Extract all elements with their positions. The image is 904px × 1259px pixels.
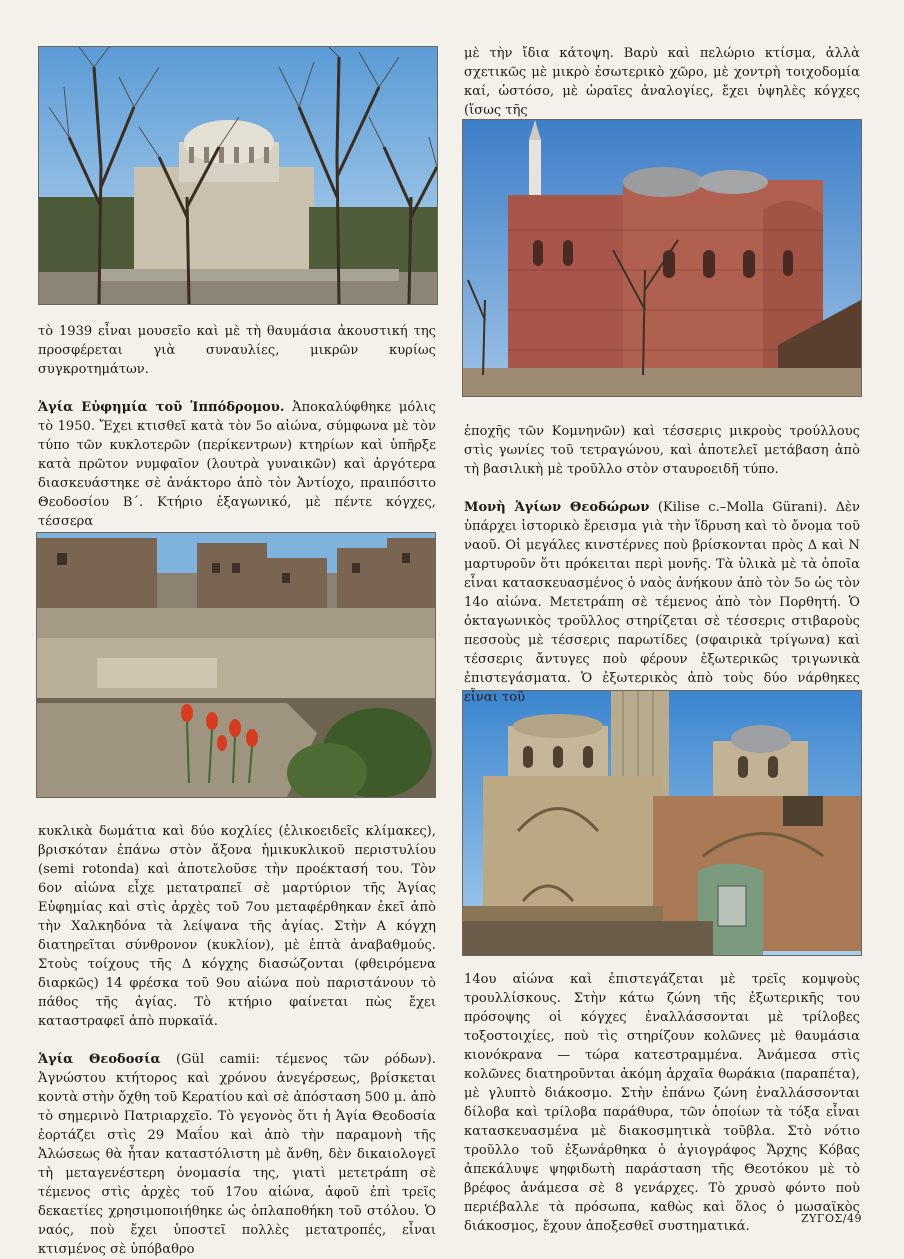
text-moni-agion-theodoron: (Kilise c.–Molla Gürani). Δὲν ὑπάρχει ἱστορικὸ ἔρεισμα γιὰ τὴν ἵδρυση καὶ τὸ ὄνομα τοῦ ναοῦ. Οἱ μεγάλες κινστέρνες ποὺ βρίσκονται πρὸς Δ καὶ Ν μαρτυροῦν ὅτι πρόκειται περὶ μονῆς. Τὰ ὑλικὰ μὲ τὰ ὁποῖα εἶναι κατασκευασμένος ὁ ναὸς ἀνήκουν ἀπὸ τὸν 5ο ὡς τὸν 14ο αἰώνα. Μετετράπη σὲ τέμενος ἀπὸ τὸν Πορθητή. Ὁ ὀκταγωνικὸς τροῦλλος στηρίζεται σὲ τέσσερις στιβαροὺς πεσσοὺς μὲ τέσσερις παρωτίδες (σφαιρικὰ τρίγωνα) καὶ τέσσερις ἄντυγες ποὺ φέρουν ἐξωτερικῶς τριγωνικὰ ἐπιστεγάσματα. Ὁ ἐξωτερικὸς ἀπὸ τοὺς δύο νάρθηκες εἶναι τοῦ [464,500,860,705]
heading-agia-theodosia: Ἁγία Θεοδοσία [38,1052,161,1067]
paragraph-agia-efimia-cont: κυκλικὰ δωμάτια καὶ δύο κοχλίες (ἑλικοειδεῖς κλίμακες), βρισκόταν ἐπάνω στὸν ἄξονα ἡμικυκλικοῦ περιστυλίου (semi rotonda) καὶ ἀποτελοῦσε τὴν προέκτασή του. Τὸν 6ον αἰώνα εἶχε μετατραπεῖ σὲ μαρτύριον τῆς Ἁγίας Εὐφημίας καὶ στὶς ἀρχὲς τοῦ 7ου μεταφέρθηκαν ἐκεῖ ἀπὸ τὴν Χαλκηδόνα τὰ λείψανα τῆς ἁγίας. Στὴν Α κόγχη διατηρεῖται σύνθρονον (κυκλίον), μὲ ἑπτὰ ἀναβαθμούς. Στοὺς τοίχους τῆς Δ κόγχης διασώζονται (φθειρόμενα διαρκῶς) 14 φρέσκα τοῦ 9ου αἰώνα ποὺ παριστάνουν τὸ πάθος τῆς ἁγίας. Τὸ κτήριο φαίνεται πὼς ἔχει καταστραφεῖ ἀπὸ πυρκαϊά. [38,824,436,1029]
paragraph-agia-efimia [38,398,436,531]
paragraph-moni-agion-theodoron [464,498,860,707]
left-text-block-2 [38,822,436,1259]
left-text-block-1 [38,322,436,531]
text-agia-theodosia: (Gül camii: τέμενος τῶν ρόδων). Ἀγνώστου κτήτορος καὶ χρόνου ἀνεγέρσεως, βρίσκεται κοντὰ στὴν ὄχθη τοῦ Κερατίου καὶ σὲ ἀπόσταση 500 μ. ἀπὸ τὸ σημερινὸ Πατριαρχεῖο. Τὸ γεγονὸς ὅτι ἡ Ἁγία Θεοδοσία ἑορτάζει στὶς 29 Μαΐου καὶ ἀπὸ τὴν παραμονὴ τῆς Ἁλώσεως θὰ ἦταν καταστόλιστη μὲ ἄνθη, δὲν δικαιολογεῖ τὴ μεταγενέστερη ὀνομασία της, γιατὶ μετετράπη σὲ τέμενος στὶς ἀρχὲς τοῦ 17ου αἰώνα, ἀφοῦ ἐπὶ τρεῖς δεκαετίες χρησιμοποιήθηκε ὡς ὁπλαποθήκη τοῦ στόλου. Ὁ ναός, ποὺ ἔχει ὑποστεῖ πολλὲς μετατροπές, εἶναι κτισμένος σὲ ὑπόβαθρο [38,1052,436,1257]
paragraph-narthex: 14ου αἰώνα καὶ ἐπιστεγάζεται μὲ τρεῖς κομψοὺς τρουλλίσκους. Στὴν κάτω ζώνη τῆς ἐξωτερικῆς του πρόσοψης οἱ κόγχες ἐναλλάσσονται μὲ τρίλοβες τοξοστοιχίες, ποὺ τὶς στηρίζουν κολῶνες μὲ θαυμάσια κιονόκρανα — τώρα κατεστραμμένα. Ἀνάμεσα στὶς κολῶνες διατηροῦνται ἀκόμη ἀρχαῖα θωράκια (παραπέτα), μὲ γλυπτὸ διάκοσμο. Στὴν ἐπάνω ζώνη ἐναλλάσσονται δίλοβα καὶ τρίλοβα παράθυρα, τῶν ὁποίων τὰ τόξα εἶναι κατασκευασμένα μὲ διακοσμητικὰ τοῦβλα. Στὸ νότιο τροῦλλο τοῦ ἐξωνάρθηκα ὁ ἁγιογράφος Ἄρχης Κόβας ἀπεκάλυψε ψηφιδωτὴ παράσταση τῆς Θεοτόκου μὲ τὸ βρέφος ἀνάμεσα σὲ 8 γενάρχες. Τὸ χρυσὸ φόντο ποὺ περιέβαλλε τὰ πρόσωπα, καθὼς καὶ ὅλος ὁ μωσαϊκὸς διάκοσμος, ἔχουν ἀποξεσθεῖ συστηματικά. [464,972,860,1234]
paragraph-komnenian: ἐποχῆς τῶν Κομνηνῶν) καὶ τέσσερις μικροὺς τρούλλους στὶς γωνίες τοῦ τετραγώνου, καὶ ἀποτελεῖ μετάβαση ἀπὸ τὴ βασιλικὴ μὲ τροῦλλο στὸν σταυροειδῆ τύπο. [464,424,860,477]
paragraph-concerts: τὸ 1939 εἶναι μουσεῖο καὶ μὲ τὴ θαυμάσια ἀκουστική της προσφέρεται γιὰ συναυλίες, μικρῶν κυρίως συγκροτημάτων. [38,324,436,377]
paragraph-same-plan: μὲ τὴν ἴδια κάτοψη. Βαρὺ καὶ πελώριο κτίσμα, ἀλλὰ σχετικῶς μὲ μικρὸ ἐσωτερικὸ χῶρο, μὲ χοντρὴ τοιχοδομία καί, ὡστόσο, μὲ ὡραῖες ἀναλογίες, ἔχει ὑψηλὲς κόγχες (ἴσως τῆς [464,46,860,118]
heading-agia-efimia: Ἁγία Εὐφημία τοῦ Ἱππόδρομου. [38,400,285,415]
right-text-block-1 [464,44,860,120]
right-text-block-3 [464,970,860,1236]
photo-brick-church [462,119,862,397]
photo-church-with-minaret [462,690,862,956]
photo-church-among-trees [38,46,438,305]
page-folio: ΖΥΓΟΣ/49 [800,1212,862,1225]
paragraph-agia-theodosia [38,1050,436,1259]
text-agia-efimia: Ἀποκαλύφθηκε μόλις τὸ 1950. Ἔχει κτισθεῖ κατὰ τὸν 5ο αἰώνα, σύμφωνα μὲ τὸν τύπο τῶν κυκλοτερῶν (περίκεντρων) κτηρίων καὶ ὑπῆρξε κατὰ πρῶτον νυμφαῖον (λουτρὰ γυναικῶν) καὶ ἀργότερα διασκευάστηκε σὲ ἀνάκτορο ἀπὸ τὸν Ἀντίοχο, πραιπόσιτο Θεοδοσίου Β΄. Κτήριο ἑξαγωνικό, μὲ πέντε κόγχες, τέσσερα [38,400,436,529]
photo-ruins-with-flowers [36,532,436,798]
heading-moni-agion-theodoron: Μονὴ Ἁγίων Θεοδώρων [464,500,650,515]
right-text-block-2 [464,422,860,707]
